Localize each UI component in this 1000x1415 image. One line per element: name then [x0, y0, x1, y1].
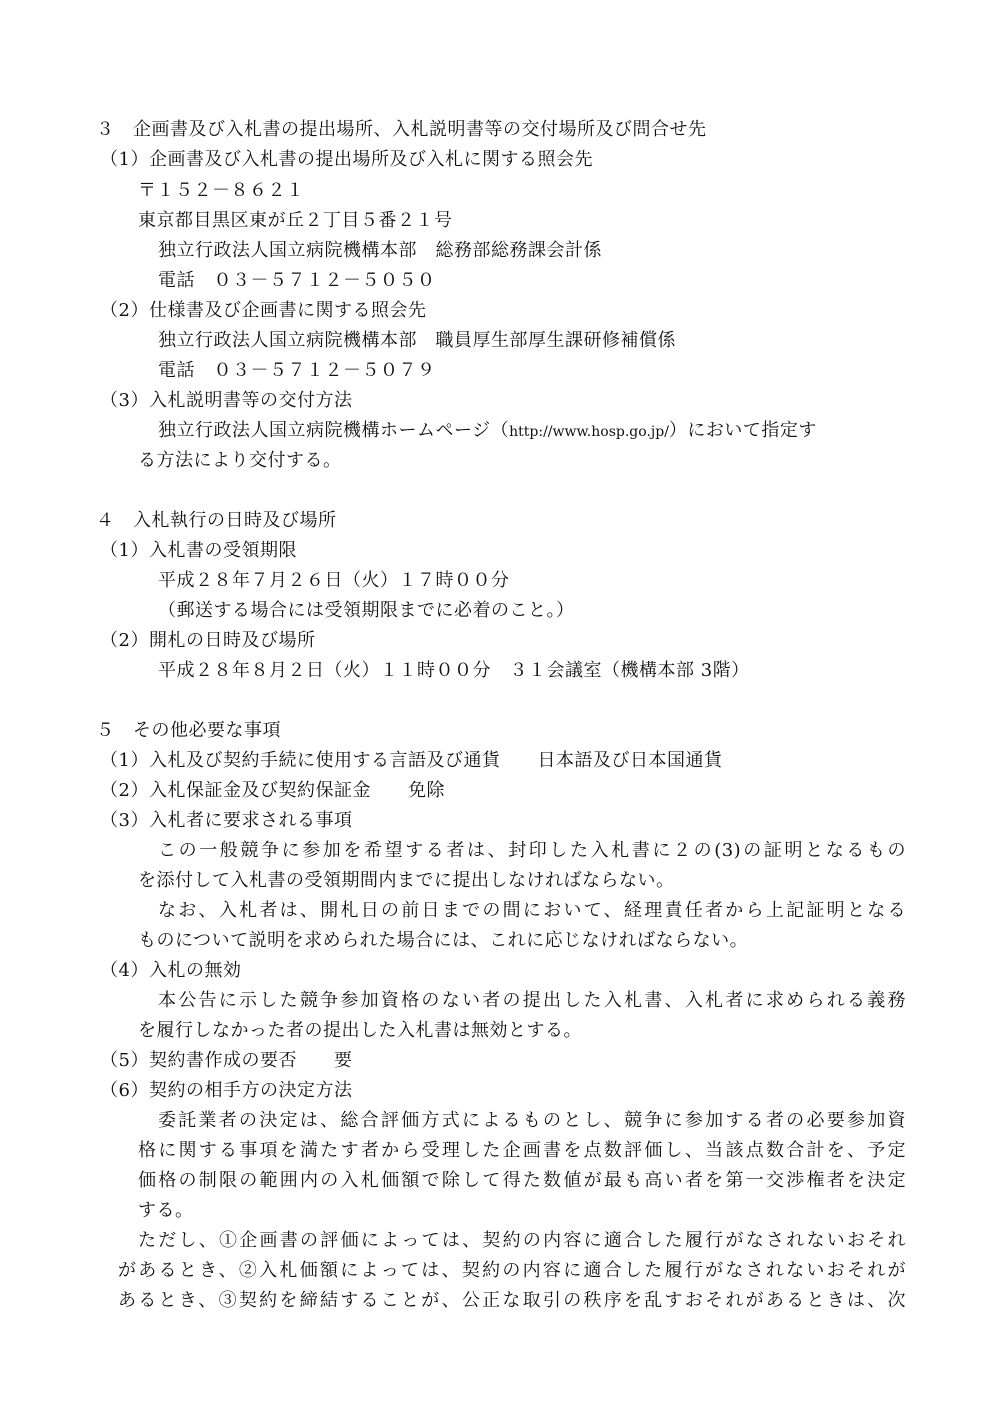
invalid-bid-line-1: 本公告に示した競争参加資格のない者の提出した入札書、入札者に求められる義務 [158, 990, 906, 1011]
award-method-line-4: する。 [138, 1200, 194, 1221]
award-method-line-3: 価格の制限の範囲内の入札価額で除して得た数値が最も高い者を第一交渉権者を決定 [138, 1170, 906, 1191]
contact-org-2: 独立行政法人国立病院機構本部 職員厚生部厚生課研修補償係 [158, 330, 676, 351]
proviso-line-2: があるとき、②入札価額によっては、契約の内容に適合した履行がなされないおそれが [118, 1260, 906, 1281]
award-method-line-2: 格に関する事項を満たす者から受理した企画書を点数評価し、当該点数合計を、予定 [138, 1140, 906, 1161]
bidder-requirements-p2-line-1: なお、入札者は、開札日の前日までの間において、経理責任者から上記証明となる [158, 900, 906, 921]
contact-tel-1: 電話 ０３－５７１２－５０５０ [158, 270, 436, 291]
section-3-item-1-title: （1）企画書及び入札書の提出場所及び入札に関する照会先 [100, 149, 593, 170]
section-5-item-3-title: （3）入札者に要求される事項 [100, 810, 353, 831]
section-5-item-5: （5）契約書作成の要否 要 [100, 1050, 353, 1071]
contact-org-1: 独立行政法人国立病院機構本部 総務部総務課会計係 [158, 240, 602, 261]
section-5-item-6-title: （6）契約の相手方の決定方法 [100, 1080, 353, 1101]
proviso-line-3: あるとき、③契約を締結することが、公正な取引の秩序を乱すおそれがあるときは、次 [118, 1290, 906, 1311]
postal-code: 〒１５２－８６２１ [138, 180, 305, 201]
section-5-item-1: （1）入札及び契約手続に使用する言語及び通貨 日本語及び日本国通貨 [100, 750, 723, 771]
distribution-text-a: 独立行政法人国立病院機構ホームページ（ [158, 420, 510, 441]
bidder-requirements-p1-line-2: を添付して入札書の受領期間内までに提出しなければならない。 [138, 870, 675, 891]
section-5-heading: ５ その他必要な事項 [96, 720, 281, 741]
bidder-requirements-p2-line-2: ものについて説明を求められた場合には、これに応じなければならない。 [138, 930, 749, 951]
bidder-requirements-p1-line-1: この一般競争に参加を希望する者は、封印した入札書に２の(3)の証明となるもの [158, 840, 906, 861]
bid-deadline-note: （郵送する場合には受領期限までに必着のこと。） [158, 600, 575, 621]
distribution-method-line-1 [158, 422, 817, 440]
section-5-item-4-title: （4）入札の無効 [100, 960, 242, 981]
section-5-item-2: （2）入札保証金及び契約保証金 免除 [100, 780, 445, 801]
section-3-item-3-title: （3）入札説明書等の交付方法 [100, 390, 353, 411]
distribution-method-line-2: る方法により交付する。 [138, 450, 342, 471]
contact-tel-2: 電話 ０３－５７１２－５０７９ [158, 360, 436, 381]
section-4-item-1-title: （1）入札書の受領期限 [100, 540, 297, 561]
section-4-heading: ４ 入札執行の日時及び場所 [96, 510, 337, 531]
section-4-item-2-title: （2）開札の日時及び場所 [100, 630, 316, 651]
award-method-line-1: 委託業者の決定は、総合評価方式によるものとし、競争に参加する者の必要参加資 [158, 1110, 906, 1131]
distribution-text-b: ）において指定す [668, 420, 817, 441]
address: 東京都目黒区東が丘２丁目５番２１号 [138, 210, 453, 231]
section-3-item-2-title: （2）仕様書及び企画書に関する照会先 [100, 300, 427, 321]
bid-opening-datetime: 平成２８年８月２日（火）１１時００分 ３１会議室（機構本部 3階） [158, 660, 750, 681]
proviso-line-1: ただし、①企画書の評価によっては、契約の内容に適合した履行がなされないおそれ [138, 1230, 906, 1251]
section-3-heading: ３ 企画書及び入札書の提出場所、入札説明書等の交付場所及び問合せ先 [96, 119, 707, 140]
invalid-bid-line-2: を履行しなかった者の提出した入札書は無効とする。 [138, 1020, 582, 1041]
homepage-url: http://www.hosp.go.jp/ [509, 424, 669, 440]
bid-deadline: 平成２８年７月２６日（火）１７時００分 [158, 570, 510, 591]
